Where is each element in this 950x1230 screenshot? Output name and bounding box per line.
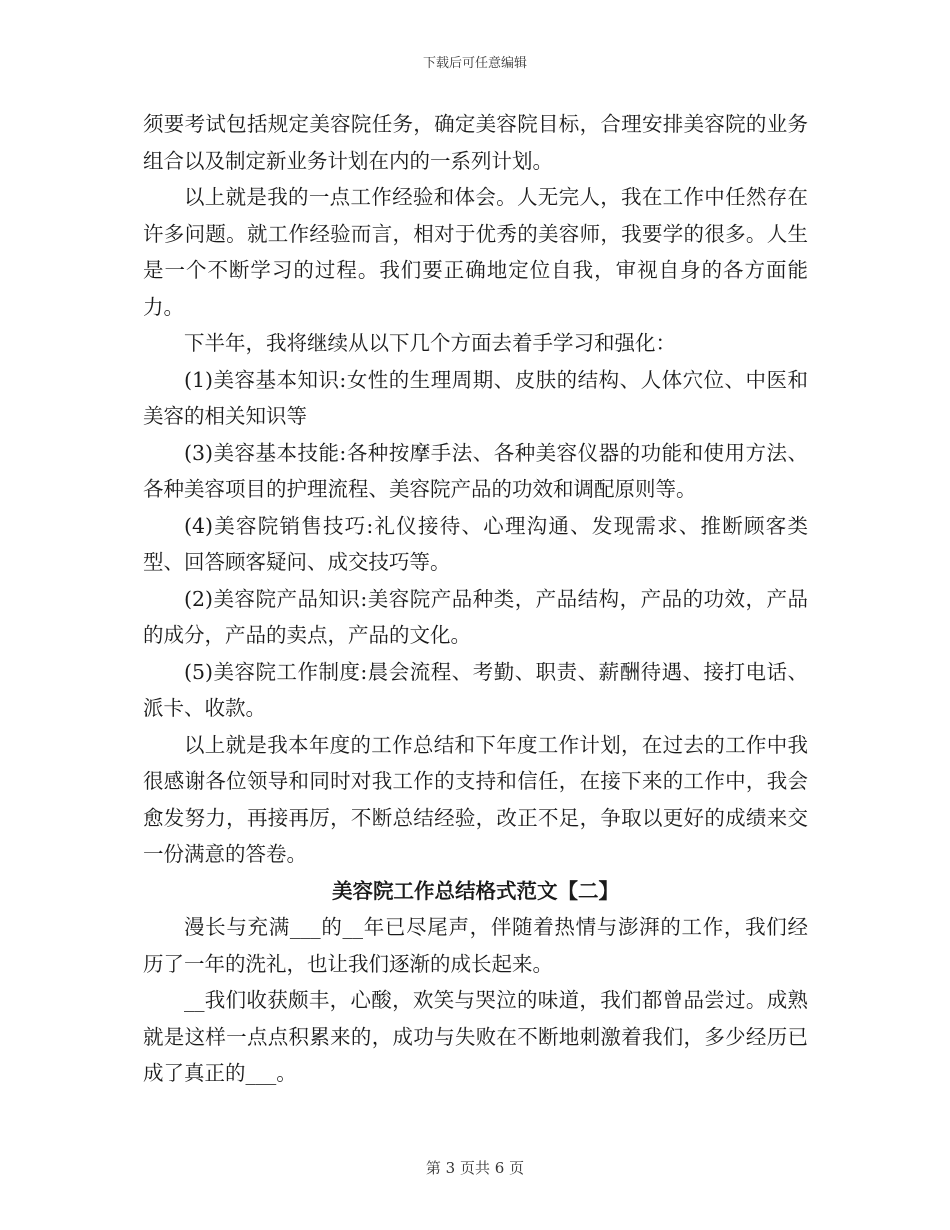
list-item-work-system: (5)美容院工作制度:晨会流程、考勤、职责、薪酬待遇、接打电话、派卡、收款。 (143, 659, 808, 720)
list-item-basic-knowledge: (1)美容基本知识:女性的生理周期、皮肤的结构、人体穴位、中医和美容的相关知识等 (143, 367, 808, 428)
document-body (143, 106, 808, 1092)
paragraph-plan-continuation: 须要考试包括规定美容院任务，确定美容院目标，合理安排美容院的业务组合以及制定新业务计划在内的一系列计划。 (143, 112, 808, 173)
paragraph-conclusion: 以上就是我本年度的工作总结和下年度工作计划，在过去的工作中我很感谢各位领导和同时对我工作的支持和信任，在接下来的工作中，我会愈发努力，再接再厉，不断总结经验，改正不足，争取以更好的成绩来交一份满意的答卷。 (143, 732, 808, 866)
paragraph-second-half-intro: 下半年，我将继续从以下几个方面去着手学习和强化： (184, 331, 676, 355)
list-item-product-knowledge: (2)美容院产品知识:美容院产品种类，产品结构，产品的功效，产品的成分，产品的卖点，产品的文化。 (143, 586, 808, 647)
paragraph-section-intro: 漫长与充满___的__年已尽尾声，伴随着热情与澎湃的工作，我们经历了一年的洗礼，也让我们逐渐的成长起来。 (143, 915, 808, 976)
paragraph-section-harvest: __我们收获颇丰，心酸，欢笑与哭泣的味道，我们都曾品尝过。成熟就是这样一点点积累来的，成功与失败在不断地刺激着我们，多少经历已成了真正的___。 (143, 988, 808, 1085)
paragraph-experience: 以上就是我的一点工作经验和体会。人无完人，我在工作中任然存在许多问题。就工作经验而言，相对于优秀的美容师，我要学的很多。人生是一个不断学习的过程。我们要正确地定位自我，审视自身的各方面能力。 (143, 185, 808, 319)
list-item-basic-skills: (3)美容基本技能:各种按摩手法、各种美容仪器的功能和使用方法、各种美容项目的护理流程、美容院产品的功效和调配原则等。 (143, 440, 808, 501)
list-item-sales-skills: (4)美容院销售技巧:礼仪接待、心理沟通、发现需求、推断顾客类型、回答顾客疑问、成交技巧等。 (143, 513, 808, 574)
page-header: 下载后可任意编辑 (422, 56, 527, 71)
section-title: 美容院工作总结格式范文【二】 (332, 878, 619, 903)
page-number: 第 3 页共 6 页 (425, 1159, 525, 1177)
